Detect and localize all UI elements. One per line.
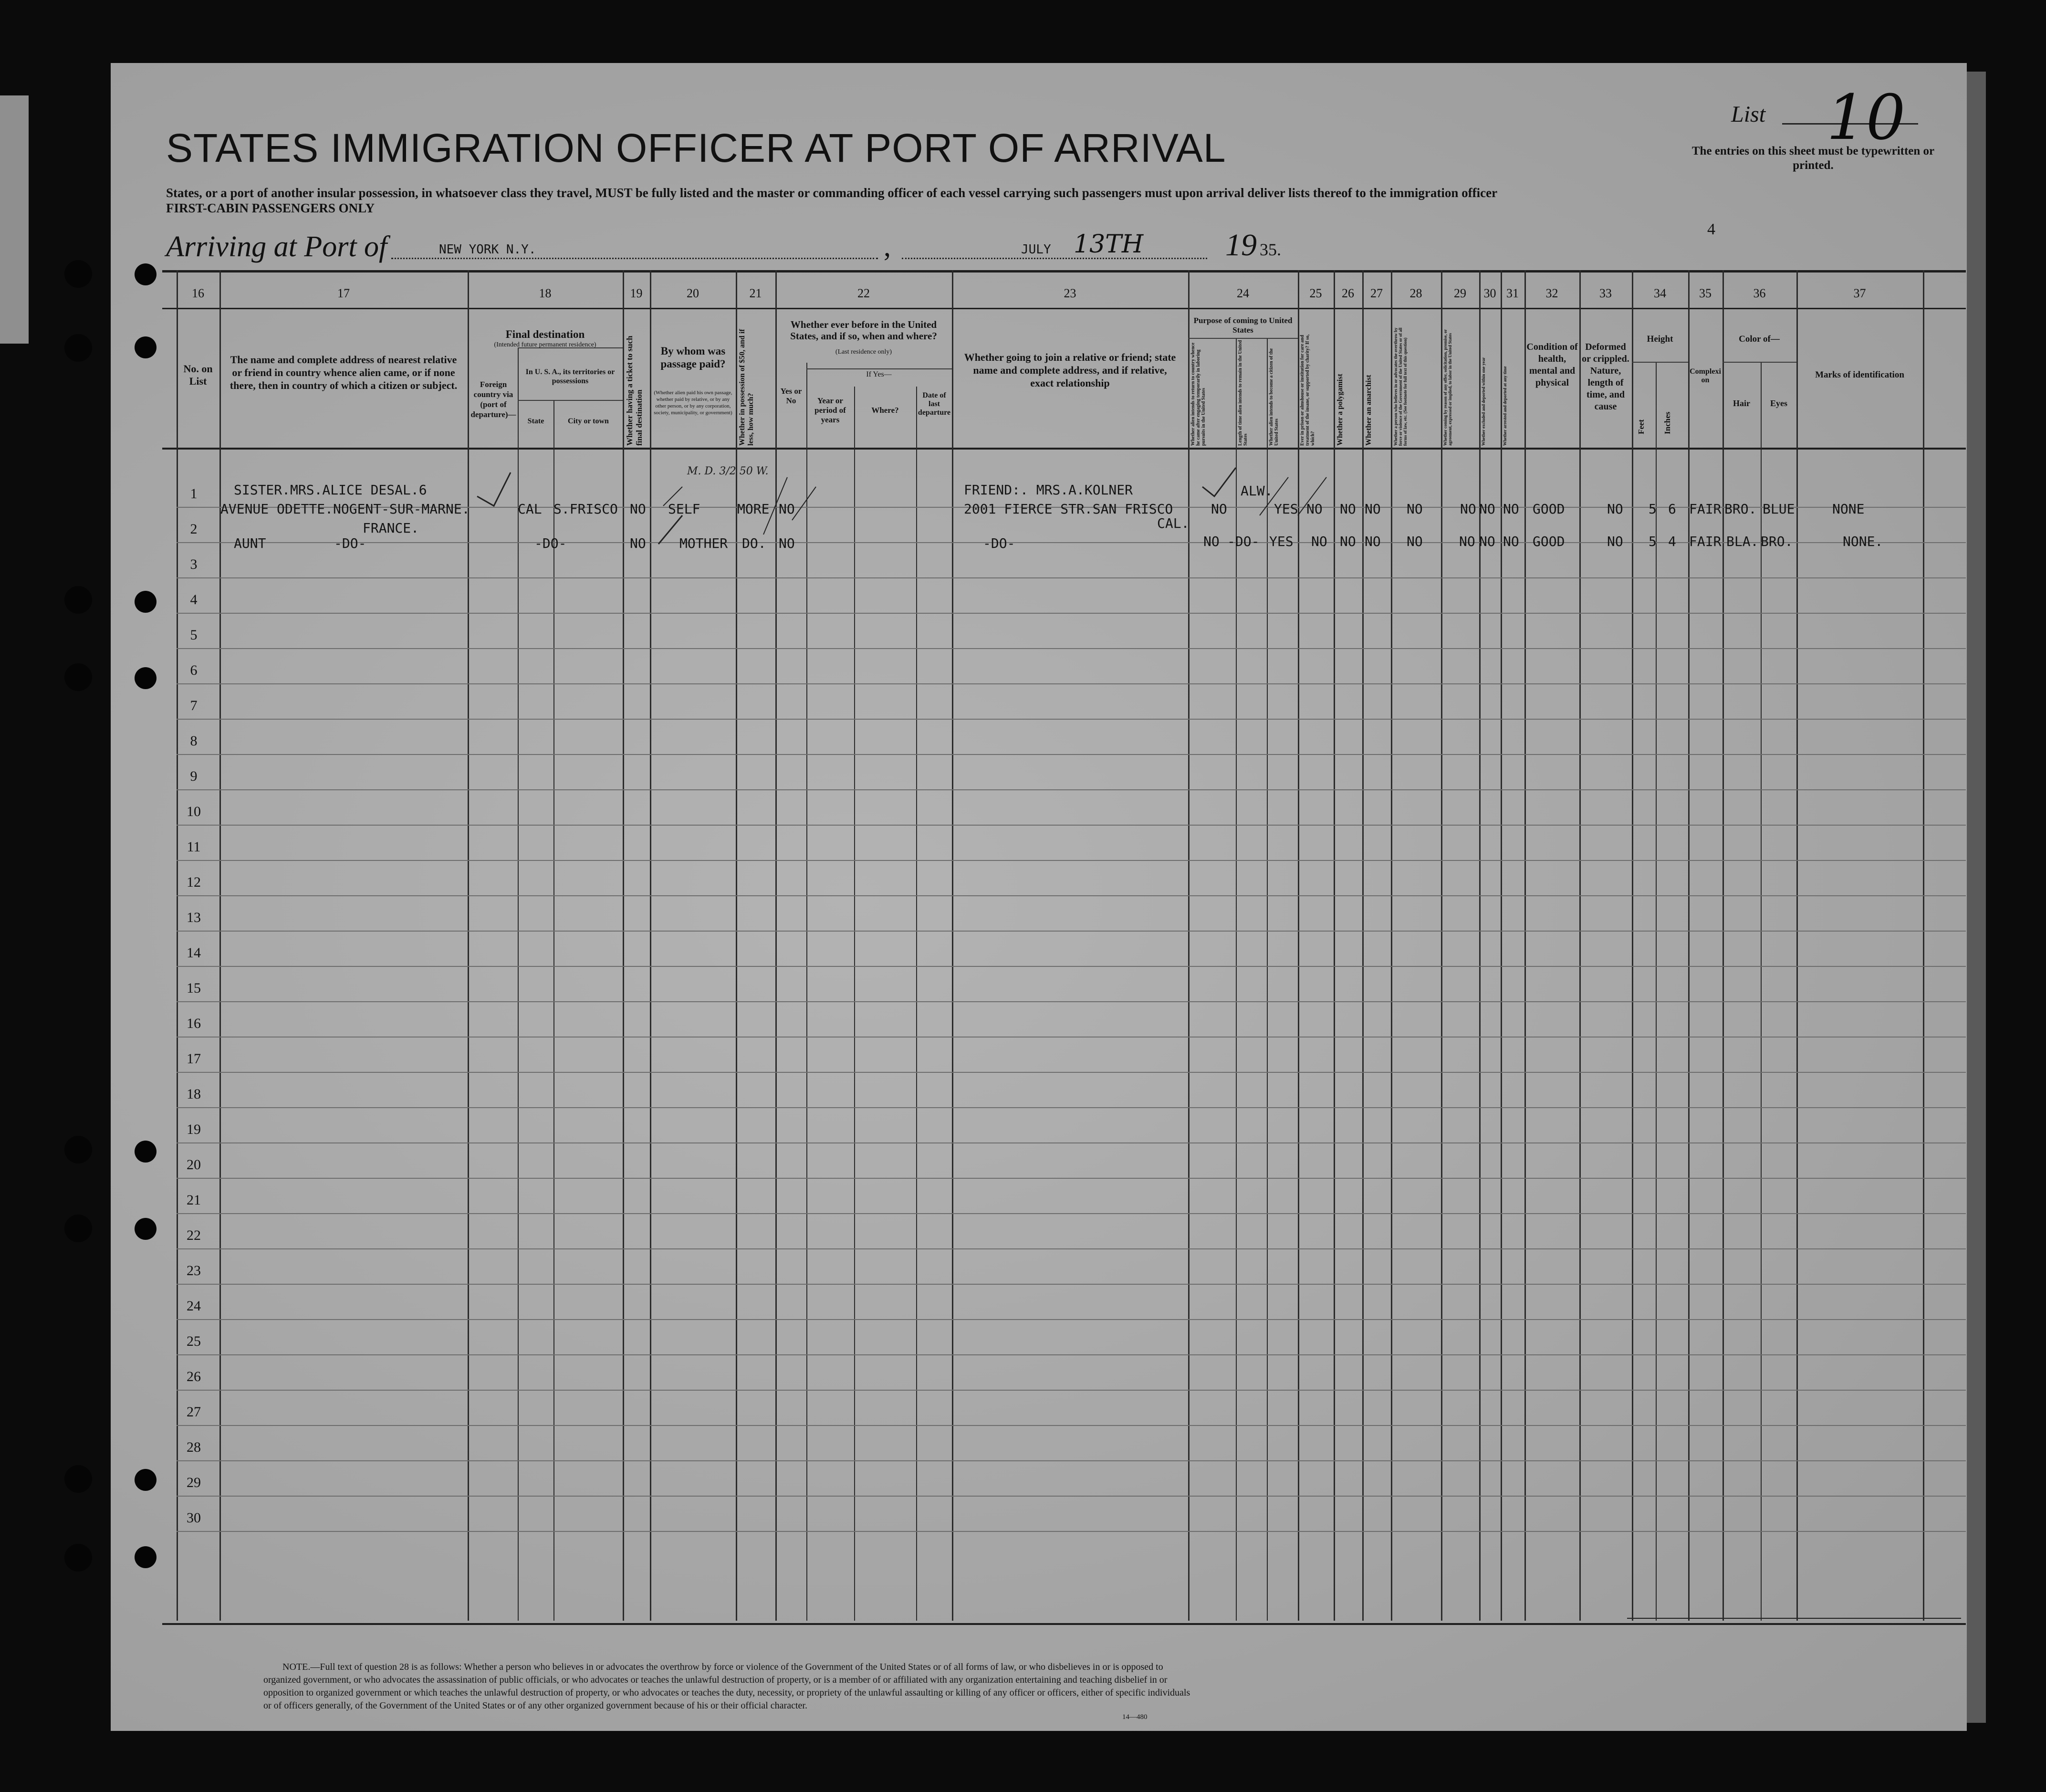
header-q29: Whether coming by reason of any offer, solicitation, promise, or agreement, expressed or implied, to labor in the United States [1443,329,1452,446]
row-number: 19 [187,1121,201,1137]
row-number: 12 [187,874,201,890]
check-mark [792,487,816,520]
row-line [177,719,1966,720]
entry2-citizen: YES [1269,534,1294,549]
entry2-relative: AUNT [234,535,266,551]
row-line [177,931,1966,932]
header-state: State [527,417,544,425]
col-line-17 [219,270,221,1621]
entry1-prison: NO [1306,501,1323,517]
header-no-on-list: No. on List [183,363,213,387]
row-line [177,1319,1966,1320]
day-value: 13TH [1074,230,1144,259]
header-length-of-stay: Length of time alien intends to remain in the United States [1238,340,1248,446]
header-prison: Ever in prison or almshouse or institution for care and treatment of the insane, or supported by charity? If so, which? [1300,334,1315,446]
header-passage-paid: By whom was passage paid? [660,345,726,370]
punch-hole [64,1136,92,1163]
row-number: 8 [190,733,198,749]
row-number: 1 [190,486,198,502]
entry1-complexion: FAIR [1689,501,1722,517]
col-line-end [1923,270,1924,1621]
colnum-34: 34 [1654,286,1666,300]
entry1-paid-by: SELF [668,501,700,517]
colnum-27: 27 [1370,286,1383,300]
entry1-feet: 5 [1649,501,1657,517]
header-date-last-departure: Date of last departure [918,391,951,417]
entry2-feet: 5 [1649,534,1657,549]
row-number: 18 [187,1086,201,1102]
punch-hole [135,1546,157,1568]
entry2-length: -DO- [1227,534,1260,549]
row-number: 29 [187,1475,201,1490]
year-suffix: 35. [1260,240,1281,259]
colnum-29: 29 [1454,286,1466,300]
header-eyes: Eyes [1770,398,1787,408]
entry2-return: NO [1203,534,1220,549]
row-line [177,1425,1966,1426]
entry2-deformed: NO [1607,534,1623,549]
entry2-ticket: NO [630,535,646,551]
punch-hole [64,260,92,288]
row-number: 22 [187,1227,201,1243]
row-line [177,1142,1966,1143]
colnum-18: 18 [539,286,552,300]
row-number: 2 [190,521,198,537]
header-bottom-line [162,448,1966,450]
header-yes-or-no: Yes or No [780,387,802,405]
punch-hole [135,336,157,358]
row-line [177,754,1966,755]
header-anarchist: Whether an anarchist [1365,375,1373,446]
punch-hole [135,1141,157,1163]
colnum-25: 25 [1309,286,1322,300]
entry2-polygamist: NO [1340,534,1356,549]
entry2-prison: NO [1311,534,1327,549]
header-final-destination: Final destination [505,328,585,340]
header-join-relative: Whether going to join a relative or friend; state name and complete address, and if relative, exact relationship [964,351,1176,389]
entry1-health: GOOD [1533,501,1565,517]
header-deformed: Deformed or crippled. Nature, length of time, and cause [1582,342,1629,412]
punch-hole [135,1469,157,1491]
row-number: 10 [187,804,201,819]
row-line [177,1496,1966,1497]
colnum-22: 22 [857,286,870,300]
colnum-24: 24 [1237,286,1249,300]
previous-page-edge [0,95,29,344]
form-subtitle [166,185,1645,216]
header-passage-paid-note: (Whether alien paid his own passage, whether paid by relative, or by any other person, or by any corporation, society, municipality, or government) [654,390,732,416]
entry1-before-us: NO [779,501,795,517]
header-where: Where? [871,406,899,415]
punch-hole [135,591,157,613]
row-number: 23 [187,1263,201,1279]
header-final-destination-note: (Intended future permanent residence) [494,341,596,348]
colnum-36: 36 [1753,286,1766,300]
row-number: 28 [187,1439,201,1455]
row-line [177,613,1966,614]
entry2-complexion: FAIR [1689,534,1722,549]
entry2-hair: BLA. [1726,534,1759,549]
header-hair: Hair [1733,398,1750,408]
header-height: Height [1647,334,1673,344]
row-number: 7 [190,698,198,713]
row-line [177,1001,1966,1002]
row-line [177,577,1966,578]
header-purpose: Purpose of coming to United States [1193,316,1293,335]
colnum-33: 33 [1599,286,1612,300]
header-polygamist: Whether a polygamist [1336,374,1344,446]
question-28-footnote: NOTE.—Full text of question 28 is as follows: Whether a person who believes in or advocates the overthrow by force or violence of the Government of the United States or of all forms of law, or who disbelieves in or is opposed to organized government, or who advocates the assassination of public officials, or who advocates or teaches the unlawful destruction of property, or is a member of or affiliated with any organization entertaining and teaching disbelief in or opposition to organized government or which teaches the unlawful destruction of property, or who advocates or teaches the duty, necessity, or propriety of the unlawful assaulting or killing of any officer or officers, either of specific individuals or of officers generally, of the Government of the United States or of any other organized government because of his or their official character. [263,1662,1190,1711]
row-number: 30 [187,1510,201,1526]
entry1-return: NO [1211,501,1227,517]
entry2-money: DO. [742,535,766,551]
row-line [177,1390,1966,1391]
colnum-26: 26 [1342,286,1354,300]
header-possession-50: Whether in possession of $50, and if less, how much? [738,329,755,446]
colnum-30: 30 [1483,286,1496,300]
header-city: City or town [568,417,609,425]
row-number: 5 [190,627,198,643]
row-number: 14 [187,945,201,961]
colnum-17: 17 [337,286,350,300]
header-ever-before-in-us: Whether ever before in the United States, and if so, when and where? [790,319,937,342]
punch-hole [64,1544,92,1572]
punch-hole [64,1215,92,1242]
entry1-citizen: YES [1274,501,1298,517]
row-number: 20 [187,1157,201,1173]
entry1-money: MORE [737,501,770,517]
row-line [177,1107,1966,1108]
row-number: 4 [190,592,198,608]
form-instructions: States, or a port of another insular possession, in whatsoever class they travel, MUST be fully listed and the master or commanding officer of each vessel carrying such passengers must upon arrival deliver lists thereof to the immigration officer [166,186,1498,200]
header-arrested: Whether arrested and deported at any time [1503,366,1507,446]
row-number: 21 [187,1192,201,1208]
punch-hole [64,1465,92,1493]
punch-hole [64,334,92,362]
header-color-of: Color of— [1739,334,1780,344]
row-line [177,1072,1966,1073]
row-number: 6 [190,662,198,678]
row-number: 24 [187,1298,201,1314]
entry1-hair: BRO. [1724,501,1757,517]
row-number: 16 [187,1016,201,1031]
row-number: 9 [190,768,198,784]
month-value: JULY [1021,242,1051,257]
entry2-before-us: NO [779,535,795,551]
entry1-length: ALW. [1241,483,1273,499]
entry1-anarchist: NO [1365,501,1381,517]
entry1-deformed: NO [1607,501,1623,517]
entry2-paid-by: MOTHER [679,535,728,551]
header-in-usa: In U. S. A., its territories or possessions [525,368,615,385]
check-mark [658,515,682,544]
entry2-anarchist: NO [1365,534,1381,549]
entry1-q31: NO [1503,501,1519,517]
col-line-16 [177,270,178,1621]
punch-hole [64,586,92,614]
check-mark [477,472,511,506]
header-last-residence: (Last residence only) [835,348,892,356]
row-line [177,789,1966,790]
entry2-join: -DO- [983,535,1015,551]
page-number: 4 [1707,220,1715,238]
col24-divider [1188,338,1298,339]
col18-state-divider [518,400,623,401]
punch-hole [64,663,92,691]
colnum-35: 35 [1699,286,1712,300]
colnum-20: 20 [687,286,699,300]
row-line [177,1248,1966,1249]
entry2-q28: NO [1407,534,1423,549]
row-line [177,683,1966,684]
col36-divider [1722,362,1796,363]
header-health: Condition of health, mental and physical [1526,342,1578,388]
row-line [177,895,1966,896]
list-label: List [1731,102,1766,127]
col34-divider [1632,362,1688,363]
header-q28: Whether a person who believes in or advocates the overthrow by force or violence of the Government of the United States or of all forms of law, etc. (See footnote for full text of this question) [1393,327,1408,446]
column-number-row-line [162,308,1966,309]
row-line [177,1531,1966,1532]
paid-annotation: M. D. 3/2 50 W. [687,465,769,477]
entry2-city: -DO- [534,535,567,551]
row-line [177,1213,1966,1214]
passenger-class: FIRST-CABIN PASSENGERS ONLY [166,201,375,215]
entry2-health: GOOD [1533,534,1565,549]
header-ticket: Whether having a ticket to such final destination [625,335,644,446]
entry2-q30: NO [1479,534,1495,549]
page-right-edge [1967,72,1986,1723]
row-line [177,825,1966,826]
colnum-19: 19 [630,286,643,300]
colnum-31: 31 [1506,286,1519,300]
row-number: 3 [190,556,198,572]
port-dotted-line [391,258,878,259]
row-line [177,966,1966,967]
row-number: 17 [187,1051,201,1067]
header-years: Year or period of years [814,396,846,424]
entry2-inches: 4 [1668,534,1676,549]
entries-note: The entries on this sheet must be typewritten or printed. [1691,145,1935,172]
entry1-join-line3: CAL. [1157,515,1190,531]
row-line [177,860,1966,861]
entry1-q28: NO [1407,501,1423,517]
col18-state-city-line [553,401,554,1621]
colnum-23: 23 [1064,286,1076,300]
row-number: 25 [187,1333,201,1349]
header-if-yes: If Yes— [866,370,892,378]
row-line [177,648,1966,649]
punch-hole [135,263,157,285]
header-intends-return: Whether alien intends to return to country whence he came after engaging temporarily in laboring pursuits in the United States [1190,342,1206,446]
row-number: 26 [187,1369,201,1384]
entry1-q29: NO [1460,501,1476,517]
entry1-inches: 6 [1668,501,1676,517]
header-nearest-relative: The name and complete address of nearest relative or friend in country whence alien came, or if none there, then in country of which a citizen or subject. [230,354,458,391]
port-value: NEW YORK N.Y. [439,242,536,257]
table-bottom-line [1627,1618,1961,1619]
entry2-marks: NONE. [1843,534,1883,549]
row-number: 15 [187,980,201,996]
row-line [177,1460,1966,1461]
col22-divider [806,368,952,369]
form-code: 14—480 [1122,1713,1148,1721]
arriving-label: Arriving at Port of [166,231,387,263]
entry1-marks: NONE [1832,501,1865,517]
entry1-join-line2: 2001 FIERCE STR.SAN FRISCO [964,501,1173,517]
comma-separator: , [884,231,891,262]
entry1-ticket: NO [630,501,646,517]
entry1-eyes: BLUE [1763,501,1795,517]
form-title: STATES IMMIGRATION OFFICER AT PORT OF ARRIVAL [166,126,1226,170]
header-foreign-country: Foreign country via (port of departure)— [470,380,516,419]
entry1-state: CAL [518,501,542,517]
punch-hole [135,1218,157,1240]
entry2-eyes: BRO. [1761,534,1793,549]
header-intends-citizen: Whether alien intends to become a citizen of the United States [1269,348,1279,446]
header-excluded: Whether excluded and deported within one year [1481,357,1486,446]
entry1-relative-line3: FRANCE. [363,520,419,536]
colnum-32: 32 [1545,286,1558,300]
entry2-relative-ditto: -DO- [334,535,366,551]
header-inches: Inches [1663,411,1672,434]
punch-hole [135,667,157,689]
row-number: 13 [187,910,201,925]
entry1-relative-line2: AVENUE ODETTE.NOGENT-SUR-MARNE. [220,501,470,517]
header-complexion: Complexion [1690,367,1721,384]
check-mark [1202,468,1236,496]
entry2-q31: NO [1503,534,1519,549]
date-dotted-line [902,258,1207,259]
row-line [177,1354,1966,1355]
entry1-polygamist: NO [1340,501,1356,517]
header-marks: Marks of identification [1815,370,1904,380]
entry2-q29: NO [1459,534,1475,549]
colnum-37: 37 [1853,286,1866,300]
list-number: 10 [1827,81,1906,154]
entry1-city: S.FRISCO [553,501,618,517]
colnum-21: 21 [749,286,762,300]
colnum-28: 28 [1409,286,1422,300]
entry1-relative-line1: SISTER.MRS.ALICE DESAL.6 [234,482,427,498]
year-prefix: 19 [1225,228,1257,262]
row-number: 27 [187,1404,201,1420]
row-line [177,1178,1966,1179]
colnum-16: 16 [192,286,204,300]
row-line [177,1284,1966,1285]
row-number: 11 [187,839,201,855]
entry1-q30: NO [1479,501,1495,517]
entry1-join-line1: FRIEND:. MRS.A.KOLNER [964,482,1133,498]
header-feet: Feet [1637,419,1646,434]
